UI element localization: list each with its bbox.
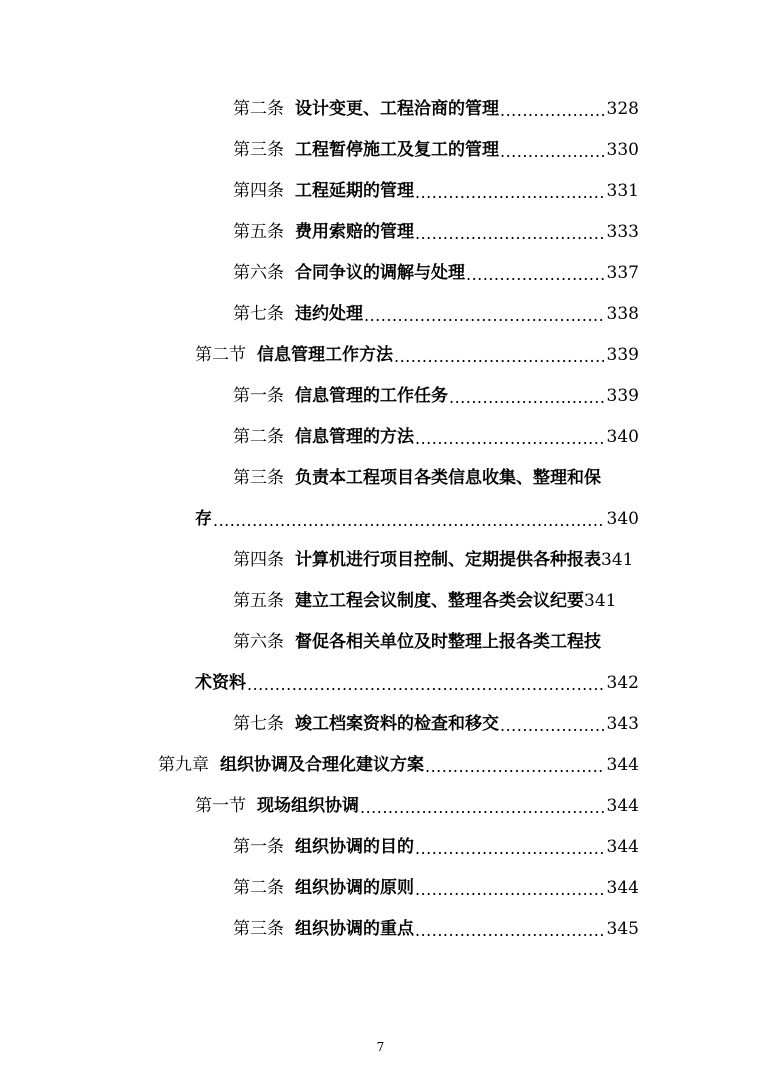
- toc-entry-continuation[interactable]: [195, 664, 639, 694]
- toc-entry-title: 计算机进行项目控制、定期提供各种报表: [295, 550, 601, 570]
- toc-entry[interactable]: [233, 541, 633, 571]
- dot-leader: [246, 672, 604, 694]
- toc-entry-page: 330: [606, 140, 639, 160]
- toc-entry[interactable]: [233, 705, 639, 735]
- toc-entry-number: 第七条: [233, 714, 284, 734]
- dot-leader: [414, 877, 604, 899]
- toc-entry-number: 第二条: [233, 99, 284, 119]
- toc-entry-title: 组织协调的目的: [295, 837, 414, 857]
- toc-entry[interactable]: [233, 910, 639, 940]
- page-number: 7: [376, 1040, 385, 1054]
- toc-entry-continuation[interactable]: [195, 500, 639, 530]
- toc-entry-number: 第一条: [233, 837, 284, 857]
- toc-entry-title: 合同争议的调解与处理: [295, 263, 465, 283]
- toc-entry[interactable]: [233, 131, 639, 161]
- toc-entry-title: 信息管理的方法: [295, 427, 414, 447]
- toc-entry-title: 工程暂停施工及复工的管理: [295, 140, 499, 160]
- toc-entry[interactable]: [195, 336, 639, 366]
- toc-entry-title: 信息管理的工作任务: [295, 386, 448, 406]
- dot-leader: [414, 426, 604, 448]
- toc-entry-number: 第六条: [233, 632, 284, 652]
- dot-leader: [414, 836, 604, 858]
- dot-leader: [212, 508, 604, 530]
- toc-entry-page: 345: [606, 919, 639, 939]
- toc-entry-page: 339: [606, 345, 639, 365]
- toc-entry-page: 344: [606, 878, 639, 898]
- toc-entry[interactable]: [233, 582, 616, 612]
- toc-entry[interactable]: [233, 623, 601, 653]
- toc-entry-number: 第六条: [233, 263, 284, 283]
- dot-leader: [448, 385, 604, 407]
- toc-entry-page: 337: [606, 263, 639, 283]
- dot-leader: [363, 303, 604, 325]
- toc-entry-page: 331: [606, 181, 639, 201]
- toc-entry[interactable]: [233, 418, 639, 448]
- toc-entry[interactable]: [158, 746, 639, 776]
- toc-entry-title-continued: 存: [195, 509, 212, 529]
- toc-entry-number: 第九章: [158, 755, 209, 775]
- toc-entry-number: 第二条: [233, 878, 284, 898]
- toc-entry-title: 费用索赔的管理: [295, 222, 414, 242]
- toc-entry-page: 340: [606, 509, 639, 529]
- toc-entry-page: 328: [606, 99, 639, 119]
- toc-entry-page: 341: [601, 550, 634, 570]
- toc-entry[interactable]: [233, 90, 639, 120]
- toc-entry-title: 负责本工程项目各类信息收集、整理和保: [295, 468, 601, 488]
- toc-entry-page: 344: [606, 796, 639, 816]
- dot-leader: [359, 795, 604, 817]
- toc-entry-page: 338: [606, 304, 639, 324]
- toc-entry-number: 第四条: [233, 550, 284, 570]
- toc-entry-title: 信息管理工作方法: [257, 345, 393, 365]
- toc-entry-title: 设计变更、工程洽商的管理: [295, 99, 499, 119]
- dot-leader: [499, 713, 604, 735]
- toc-entry-page: 343: [606, 714, 639, 734]
- toc-entry-title: 组织协调的重点: [295, 919, 414, 939]
- toc-entry-title: 组织协调及合理化建议方案: [220, 755, 424, 775]
- toc-entry-title: 现场组织协调: [257, 796, 359, 816]
- toc-entry-number: 第五条: [233, 591, 284, 611]
- toc-entry-page: 339: [606, 386, 639, 406]
- toc-entry-title: 组织协调的原则: [295, 878, 414, 898]
- toc-entry-title: 工程延期的管理: [295, 181, 414, 201]
- toc-entry-page: 344: [606, 837, 639, 857]
- toc-entry-number: 第一节: [195, 796, 246, 816]
- toc-entry[interactable]: [233, 254, 639, 284]
- toc-entry[interactable]: [233, 459, 601, 489]
- toc-entry[interactable]: [233, 377, 639, 407]
- toc-entry-page: 340: [606, 427, 639, 447]
- toc-entry[interactable]: [195, 787, 639, 817]
- toc-entry[interactable]: [233, 828, 639, 858]
- dot-leader: [499, 139, 604, 161]
- toc-entry-title: 建立工程会议制度、整理各类会议纪要: [295, 591, 584, 611]
- toc-entry-number: 第三条: [233, 468, 284, 488]
- dot-leader: [499, 98, 604, 120]
- toc-entry[interactable]: [233, 869, 639, 899]
- toc-entry-page: 341: [584, 591, 617, 611]
- toc-entry-number: 第二节: [195, 345, 246, 365]
- toc-entry-title-continued: 术资料: [195, 673, 246, 693]
- dot-leader: [424, 754, 604, 776]
- dot-leader: [465, 262, 604, 284]
- dot-leader: [414, 221, 604, 243]
- toc-entry-title: 违约处理: [295, 304, 363, 324]
- dot-leader: [393, 344, 604, 366]
- dot-leader: [414, 180, 604, 202]
- toc-entry-number: 第二条: [233, 427, 284, 447]
- toc-entry-number: 第三条: [233, 919, 284, 939]
- toc-entry[interactable]: [233, 213, 639, 243]
- toc-entry-page: 342: [606, 673, 639, 693]
- toc-entry[interactable]: [233, 295, 639, 325]
- toc-entry-number: 第三条: [233, 140, 284, 160]
- toc-entry[interactable]: [233, 172, 639, 202]
- toc-entry-page: 333: [606, 222, 639, 242]
- toc-entry-number: 第五条: [233, 222, 284, 242]
- toc-entry-number: 第四条: [233, 181, 284, 201]
- toc-entry-title: 督促各相关单位及时整理上报各类工程技: [295, 632, 601, 652]
- toc-entry-title: 竣工档案资料的检查和移交: [295, 714, 499, 734]
- dot-leader: [414, 918, 604, 940]
- toc-entry-number: 第一条: [233, 386, 284, 406]
- toc-entry-page: 344: [606, 755, 639, 775]
- toc-entry-number: 第七条: [233, 304, 284, 324]
